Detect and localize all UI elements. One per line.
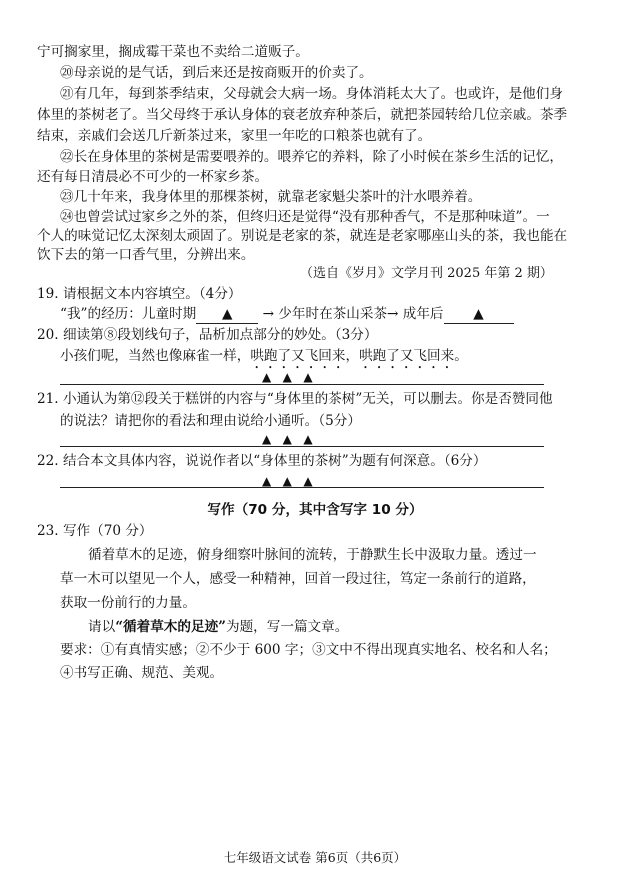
page-footer: 七年级语文试卷 第6页（共6页） (223, 850, 407, 865)
q20-text: 。 (454, 348, 468, 364)
q23-title: 23. 写作（70 分） (37, 523, 153, 539)
passage-line: 体里的茶树老了。当父母终于承认身体的衰老放弃种茶后，就把茶园转给几位亲戚。茶季 (37, 107, 568, 123)
paragraph-23: ㉓几十年来，我身体里的那棵茶树，就靠老家魁尖茶叶的汁水喂养着。 (60, 189, 482, 205)
q19-blank-2[interactable] (444, 305, 514, 324)
paragraph-22: ㉒长在身体里的茶树是需要喂养的。喂养它的养料，除了小时候在茶乡生活的记忆， (60, 149, 563, 165)
triangle-icon: ▲ (222, 306, 233, 322)
q21-answer-marks: ▲ ▲ ▲ (262, 432, 313, 446)
q22-stem: 22. 结合本文具体内容，说说作者以“身体里的茶树”为题有何深意。（6分） (37, 453, 487, 469)
q20-text: 小孩们呢，当然也像麻雀一样， (60, 348, 251, 364)
q19-stem (37, 285, 242, 303)
q23-requirements: 要求：①有真情实感；②不少于 600 字；③文中不得出现真实地名、校名和人名； (60, 642, 557, 658)
q20-sentence (60, 347, 468, 372)
prompt-text: 请以 (88, 619, 116, 635)
triangle-icon: ▲ (473, 306, 484, 322)
passage-line: 宁可搁家里，搁成霉干菜也不卖给二道贩子。 (37, 44, 309, 60)
q20-stem: 20. 细读第⑧段划线句子，品析加点部分的妙处。（3分） (37, 327, 378, 343)
q19-stem-text: 19. 请根据文本内容填空。（4分） (37, 286, 242, 302)
q20-emphasis: 哄跑了又飞回来 (359, 348, 455, 364)
paragraph-20: ⑳母亲说的是气话，到后来还是按商贩开的价卖了。 (60, 65, 373, 81)
q19-blank-1[interactable] (196, 305, 258, 324)
q22-answer-marks: ▲ ▲ ▲ (262, 474, 313, 488)
q21-stem-line2: 的说法？请把你的看法和理由说给小通听。（5分） (60, 413, 361, 429)
passage-line: 还有每日清晨必不可少的一杯家乡茶。 (37, 169, 269, 185)
writing-heading: 写作（70 分，其中含写字 10 分） (207, 502, 423, 518)
q23-paragraph: 循着草木的足迹，俯身细察叶脉间的流转，于静默生长中汲取力量。透过一 (88, 547, 537, 563)
source-citation: （选自《岁月》文学月刊 2025 年第 2 期） (300, 266, 553, 281)
passage-line: 结束，亲戚们会送几斤新茶过来，家里一年吃的口粮茶也就有了。 (37, 128, 432, 144)
q21-stem-line1: 21. 小通认为第⑫段关于糕饼的内容与“身体里的茶树”无关，可以删去。你是否赞同他 (37, 391, 553, 407)
passage-line: 个人的味觉记忆太深刻太顽固了。别说是老家的茶，就连是老家哪座山头的茶，我也能在 (37, 228, 568, 244)
essay-title: “循着草木的足迹” (115, 619, 226, 635)
q20-answer-line[interactable] (60, 384, 544, 385)
paragraph-21: ㉑有几年，每到茶季结束，父母就会大病一场。身体消耗太大了。也或许，是他们身 (60, 86, 563, 102)
q19-middle: → 少年时在茶山采茶→ 成年后 (258, 306, 444, 322)
q23-paragraph: 草一木可以望见一个人，感受一种精神，回首一段过往，笃定一条前行的道路， (60, 571, 536, 587)
prompt-text: 为题，写一篇文章。 (225, 619, 349, 635)
q23-paragraph: 获取一份前行的力量。 (60, 595, 196, 611)
q22-answer-line[interactable] (60, 487, 544, 488)
paragraph-24: ㉔也曾尝试过家乡之外的茶，但终归还是觉得“没有那种香气，不是那种味道”。一 (60, 209, 550, 225)
q23-requirements: ④书写正确、规范、美观。 (60, 665, 224, 681)
q19-fill (60, 305, 514, 324)
q20-text: ， (345, 348, 360, 364)
passage-line: 饮下去的第一口香气里，分辨出来。 (37, 247, 255, 263)
q20-emphasis: 哄跑了又飞回来 (250, 348, 346, 364)
q23-prompt (88, 618, 348, 636)
q19-prefix: “我”的经历：儿童时期 (60, 306, 197, 322)
q21-answer-line[interactable] (60, 446, 544, 447)
q20-answer-marks: ▲ ▲ ▲ (262, 370, 313, 384)
